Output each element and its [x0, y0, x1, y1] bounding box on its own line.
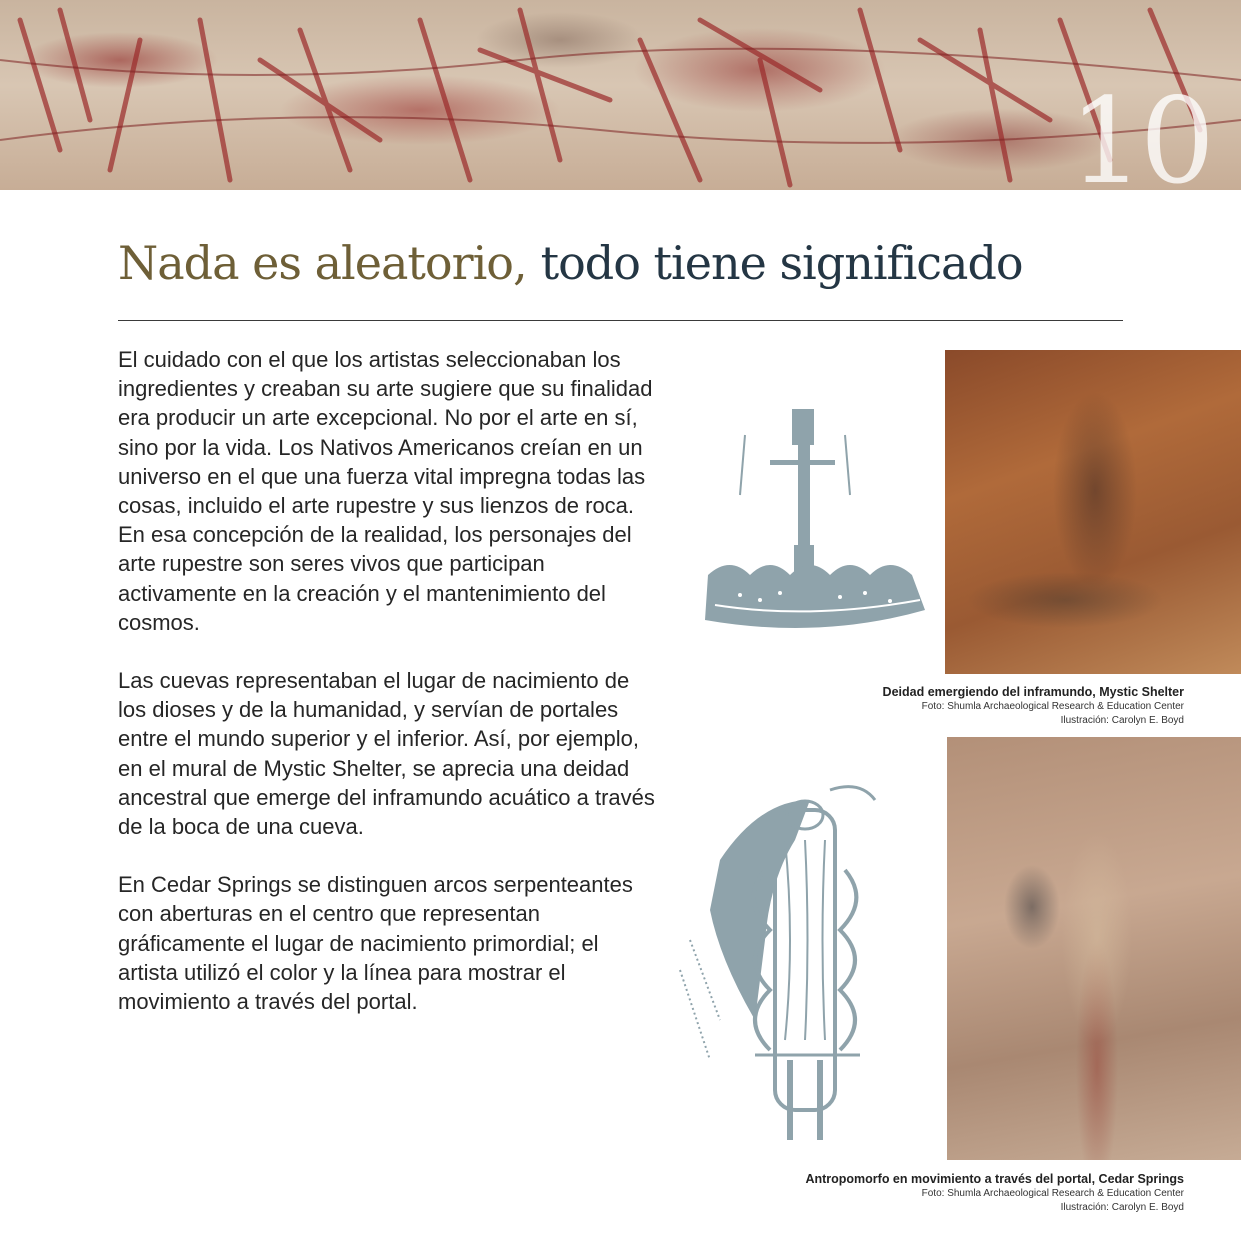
- body-paragraph-3: En Cedar Springs se distinguen arcos serpenteantes con aberturas en el centro que representan gráficamente el lugar de nacimiento primordial; el artista utilizó el color y la línea para mostrar el movimiento a través del portal.: [118, 872, 633, 1015]
- page-number: 10: [1068, 72, 1211, 190]
- figure-2-caption: [805, 1171, 1184, 1215]
- title-part-1: Nada es aleatorio,: [118, 236, 527, 290]
- figure-1-caption-title: Deidad emergiendo del inframundo, Mystic Shelter: [882, 685, 1184, 699]
- deity-illustration: [700, 405, 930, 655]
- header-banner-rock-art-image: [0, 0, 1241, 190]
- figure-1-photo-credit: Foto: Shumla Archaeological Research & Education Center: [921, 701, 1184, 712]
- figure-1-caption: [883, 684, 1184, 728]
- body-text: [118, 345, 663, 1045]
- mystic-shelter-photo: [945, 350, 1241, 674]
- title-part-2: todo tiene significado: [540, 236, 1023, 290]
- page-title: [118, 236, 1023, 290]
- body-paragraph-2: Las cuevas representaban el lugar de nacimiento de los dioses y de la humanidad, y servían de portales entre el mundo superior y el inferior. Así, por ejemplo, en el mural de Mystic Shelter, se aprecia una deidad ancestral que emerge del inframundo acuático a través de la boca de una cueva.: [118, 668, 655, 840]
- figure-1-illustration-credit: Ilustración: Carolyn E. Boyd: [1060, 715, 1184, 726]
- title-divider: [118, 320, 1123, 321]
- figure-2-illustration-credit: Ilustración: Carolyn E. Boyd: [1060, 1202, 1184, 1213]
- figure-2-caption-title: Antropomorfo en movimiento a través del portal, Cedar Springs: [805, 1172, 1184, 1186]
- figure-2-photo-credit: Foto: Shumla Archaeological Research & Education Center: [921, 1188, 1184, 1199]
- rock-art-texture: [0, 0, 1241, 190]
- body-paragraph-1: El cuidado con el que los artistas seleccionaban los ingredientes y creaban su arte sugiere que su finalidad era producir un arte excepcional. No por el arte en sí, sino por la vida. Los Nativos Americanos creían en un universo en el que una fuerza vital impregna todas las cosas, incluido el arte rupestre y sus lienzos de roca. En esa concepción de la realidad, los personajes del arte rupestre son seres vivos que participan activamente en la creación y el mantenimiento del cosmos.: [118, 347, 653, 635]
- cedar-springs-photo: [947, 737, 1241, 1160]
- anthropomorph-illustration: [660, 740, 935, 1150]
